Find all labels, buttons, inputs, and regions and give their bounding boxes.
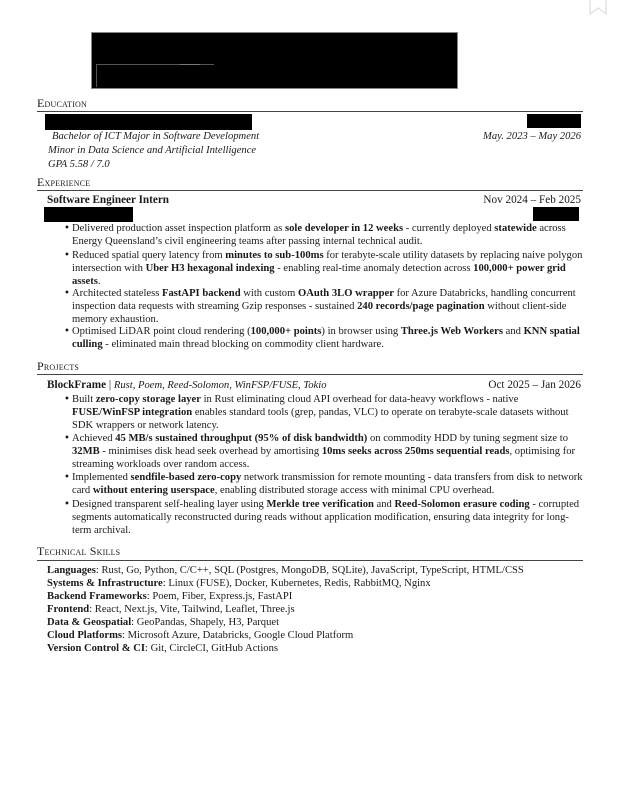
- bullet-icon: [64, 472, 72, 483]
- bullet-icon: [64, 250, 72, 261]
- project-heading: [47, 379, 327, 392]
- skill-label: Frontend: [47, 604, 90, 615]
- skill-label: Systems & Infrastructure: [47, 578, 163, 589]
- section-title-projects: Projects: [37, 359, 80, 373]
- project-bullet: Designed transparent self-healing layer using Merkle tree verification and Reed-Solomon erasure coding - corrupted segments automatically reconstructed during reads without application modification, ensuring data integrity for long-term archival.: [72, 499, 580, 537]
- bookmark-icon[interactable]: [588, 0, 608, 16]
- education-minor: Minor in Data Science and Artificial Intelligence: [48, 145, 257, 156]
- experience-bullet: Reduced spatial query latency from minutes to sub-100ms for terabyte-scale utility datasets by replacing naive polygon intersection with Uber H3 hexagonal indexing - enabling real-time anomaly detection across 100,000+ power grid assets.: [72, 250, 583, 288]
- section-title-skills: Technical Skills: [37, 544, 121, 558]
- experience-bullet: Delivered production asset inspection platform as sole developer in 12 weeks - currently deployed statewide across Energy Queensland’s civil engineering teams after passing internal technical audit.: [72, 223, 566, 248]
- section-rule: [37, 190, 583, 191]
- redacted-location: [527, 114, 581, 128]
- skill-label: Backend Frameworks: [47, 591, 147, 602]
- section-rule: [37, 111, 583, 112]
- skill-label: Languages: [47, 565, 96, 576]
- skill-row: [47, 590, 524, 603]
- skill-value: : Git, CircleCI, GitHub Actions: [145, 643, 279, 654]
- bullet-icon: [64, 223, 72, 234]
- section-rule: [37, 374, 583, 375]
- skill-label: Data & Geospatial: [47, 617, 132, 628]
- section-rule: [37, 560, 583, 561]
- education-dates: May. 2023 – May 2026: [483, 131, 581, 142]
- skill-value: : Rust, Go, Python, C/C++, SQL (Postgres, MongoDB, SQLite), JavaScript, TypeScript, HTML/CSS: [95, 565, 524, 576]
- redacted-company: [44, 207, 133, 222]
- bullet-icon: [64, 394, 72, 405]
- skill-row: [47, 616, 524, 629]
- skill-value: : Linux (FUSE), Docker, Kubernetes, Redis, RabbitMQ, Nginx: [162, 578, 431, 589]
- skill-value: : React, Next.js, Vite, Tailwind, Leaflet, Three.js: [89, 604, 295, 615]
- skill-row: [47, 642, 524, 655]
- education-gpa: GPA 5.58 / 7.0: [48, 159, 110, 170]
- redacted-institution: [45, 114, 252, 130]
- redacted-location: [533, 207, 579, 221]
- skill-row: [47, 577, 524, 590]
- skill-value: : GeoPandas, Shapely, H3, Parquet: [131, 617, 280, 628]
- bullet-icon: [64, 433, 72, 444]
- project-stack: Rust, Poem, Reed-Solomon, WinFSP/FUSE, Tokio: [113, 380, 327, 391]
- experience-dates: Nov 2024 – Feb 2025: [483, 194, 581, 206]
- section-title-experience: Experience: [37, 175, 91, 189]
- experience-bullet: Architected stateless FastAPI backend with custom OAuth 3LO wrapper for Azure Databricks, handling concurrent inspection data requests with streaming Gzip responses - sustained 240 records/page pagination without client-side memory exhaustion.: [72, 288, 576, 326]
- bullet-icon: [64, 288, 72, 299]
- experience-role: Software Engineer Intern: [47, 194, 170, 206]
- bullet-icon: [64, 326, 72, 337]
- bullet-icon: [64, 499, 72, 510]
- redacted-header: [91, 32, 458, 89]
- section-title-education: Education: [37, 96, 88, 110]
- project-bullet: Implemented sendfile-based zero-copy network transmission for remote mounting - data transfers from disk to network card without entering userspace, enabling distributed storage access with minimal CPU overhead.: [72, 472, 583, 497]
- skill-value: : Microsoft Azure, Databricks, Google Cloud Platform: [122, 630, 354, 641]
- skill-row: [47, 629, 524, 642]
- project-dates: Oct 2025 – Jan 2026: [488, 379, 581, 391]
- project-separator: |: [106, 379, 114, 391]
- experience-bullet: Optimised LiDAR point cloud rendering (100,000+ points) in browser using Three.js Web Workers and KNN spatial culling - eliminated main thread blocking on commodity client hardware.: [72, 326, 580, 351]
- education-degree: Bachelor of ICT Major in Software Development: [52, 131, 260, 142]
- project-bullet: Built zero-copy storage layer in Rust eliminating cloud API overhead for data-heavy workflows - native FUSE/WinFSP integration enables standard tools (grep, pandas, VLC) to operate on terabyte-scale datasets without SDK wrappers or network latency.: [72, 394, 569, 432]
- skill-row: [47, 603, 524, 616]
- project-name: BlockFrame: [47, 379, 107, 391]
- skills-list: [47, 564, 524, 655]
- skill-label: Cloud Platforms: [47, 630, 123, 641]
- project-bullet: Achieved 45 MB/s sustained throughput (95% of disk bandwidth) on commodity HDD by tuning segment size to 32MB - minimises disk head seek overhead by amortising 10ms seeks across 250ms sequential reads, optimising for streaming workloads over random access.: [72, 433, 576, 471]
- skill-value: : Poem, Fiber, Express.js, FastAPI: [146, 591, 293, 602]
- skill-row: [47, 564, 524, 577]
- skill-label: Version Control & CI: [47, 643, 145, 654]
